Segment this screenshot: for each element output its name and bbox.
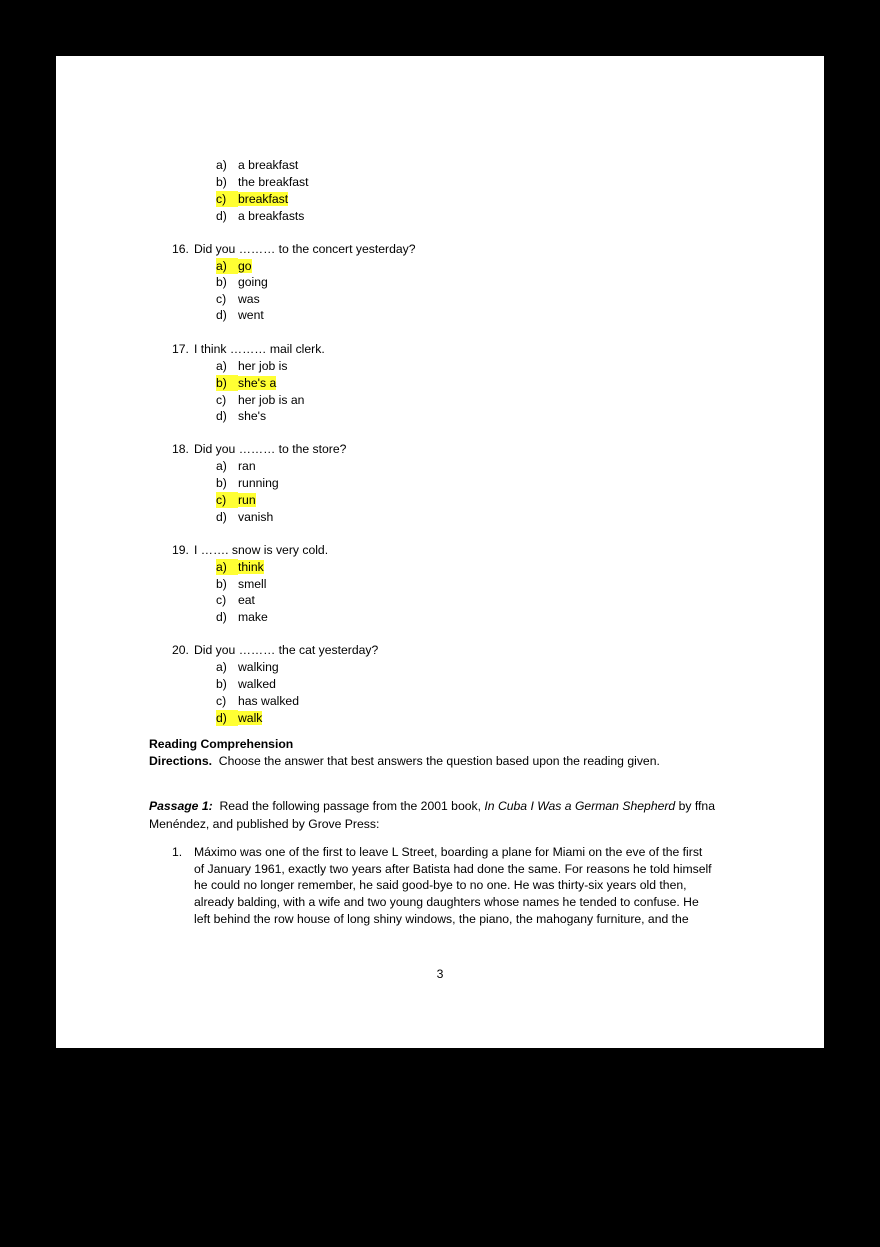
- book-title: In Cuba I Was a German Shepherd: [484, 799, 676, 813]
- option-letter: b): [216, 175, 227, 189]
- passage-line: of January 1961, exactly two years after Batista had done the same. For reasons he told himself: [194, 861, 712, 876]
- option-text: walking: [238, 660, 279, 674]
- question-17: [172, 341, 325, 358]
- option: [216, 358, 287, 374]
- option-letter: b): [216, 476, 227, 490]
- option: [216, 458, 256, 474]
- option-highlighted: [216, 559, 264, 575]
- question-text: Did you ……… to the concert yesterday?: [194, 242, 416, 256]
- passage-item-number: 1.: [172, 845, 183, 859]
- question-text: Did you ……… to the store?: [194, 442, 347, 456]
- passage-line: he could no longer remember, he said good-bye to no one. He was thirty-six years old then,: [194, 878, 687, 893]
- passage-intro-text: by ffna: [678, 799, 715, 813]
- option: [216, 208, 304, 224]
- option-highlighted: [216, 492, 256, 508]
- option-letter: a): [216, 158, 227, 172]
- question-20: [172, 642, 378, 659]
- page-number: 3: [436, 967, 444, 981]
- option-text: went: [238, 308, 264, 322]
- option: [216, 659, 279, 675]
- option: [216, 475, 279, 491]
- option-letter: a): [216, 660, 227, 674]
- question-number: 16.: [172, 242, 189, 256]
- question-number: 18.: [172, 442, 189, 456]
- option-letter: b): [216, 375, 238, 391]
- option-text: go: [238, 259, 252, 273]
- option: [216, 676, 276, 692]
- option-letter: d): [216, 209, 227, 223]
- question-text: I ……. snow is very cold.: [194, 543, 329, 557]
- option: [216, 592, 255, 608]
- directions-label: Directions.: [149, 754, 212, 768]
- passage-line: Máximo was one of the first to leave L Street, boarding a plane for Miami on the eve of the first: [194, 845, 703, 859]
- question-number: 17.: [172, 342, 189, 356]
- option-highlighted: [216, 258, 252, 274]
- option-letter: c): [216, 694, 227, 708]
- option-text: has walked: [238, 694, 299, 708]
- question-text: I think ……… mail clerk.: [194, 342, 325, 356]
- option-text: a breakfast: [238, 158, 299, 172]
- question-text: Did you ……… the cat yesterday?: [194, 643, 379, 657]
- option-letter: a): [216, 459, 227, 473]
- option: [216, 307, 264, 323]
- option-highlighted: [216, 375, 276, 391]
- option-letter: a): [216, 258, 238, 274]
- option-letter: c): [216, 191, 238, 207]
- option: [216, 392, 304, 408]
- document-page: [56, 56, 824, 1048]
- option-text: her job is: [238, 359, 288, 373]
- option-letter: a): [216, 559, 238, 575]
- option-letter: c): [216, 292, 227, 306]
- option-letter: d): [216, 308, 227, 322]
- question-18: [172, 441, 346, 458]
- directions: [149, 753, 660, 770]
- option-text: walk: [238, 711, 263, 725]
- option: [216, 274, 268, 290]
- passage-intro-text: Read the following passage from the 2001 book,: [219, 799, 481, 813]
- option-letter: b): [216, 577, 227, 591]
- question-19: [172, 542, 328, 559]
- option-letter: b): [216, 677, 227, 691]
- option-text: the breakfast: [238, 175, 309, 189]
- option-letter: d): [216, 409, 227, 423]
- option-text: a breakfasts: [238, 209, 305, 223]
- passage-line: already balding, with a wife and two young daughters whose names he tended to confuse. He: [194, 895, 699, 910]
- option-letter: b): [216, 275, 227, 289]
- option-text: was: [238, 292, 260, 306]
- question-number: 19.: [172, 543, 189, 557]
- option-letter: d): [216, 610, 227, 624]
- option-text: ran: [238, 459, 256, 473]
- option-text: her job is an: [238, 393, 305, 407]
- passage-label: Passage 1:: [149, 799, 213, 813]
- option-highlighted: [216, 710, 262, 726]
- option-letter: c): [216, 593, 227, 607]
- passage-intro: [149, 798, 715, 815]
- directions-text: Choose the answer that best answers the question based upon the reading given.: [218, 754, 660, 768]
- section-heading: Reading Comprehension: [149, 737, 294, 751]
- passage-text: [194, 844, 734, 928]
- option-text: make: [238, 610, 268, 624]
- option: [216, 157, 298, 173]
- option-text: she's: [238, 409, 267, 423]
- option: [216, 693, 299, 709]
- option-letter: d): [216, 510, 227, 524]
- option: [216, 408, 266, 424]
- option-letter: c): [216, 393, 227, 407]
- option: [216, 291, 260, 307]
- option: [216, 174, 308, 190]
- option-letter: a): [216, 359, 227, 373]
- option: [216, 509, 273, 525]
- option-letter: d): [216, 710, 238, 726]
- passage-line: left behind the row house of long shiny windows, the piano, the mahogany furniture, and the: [194, 911, 689, 926]
- option-text: breakfast: [238, 192, 289, 206]
- option-text: vanish: [238, 510, 274, 524]
- passage-intro-line2: Menéndez, and published by Grove Press:: [149, 817, 380, 831]
- option: [216, 609, 268, 625]
- option-text: smell: [238, 577, 267, 591]
- option-highlighted: [216, 191, 288, 207]
- option-letter: c): [216, 492, 238, 508]
- option-text: she's a: [238, 376, 277, 390]
- option-text: run: [238, 493, 256, 507]
- option-text: eat: [238, 593, 255, 607]
- option-text: going: [238, 275, 268, 289]
- option: [216, 576, 266, 592]
- question-16: [172, 241, 416, 258]
- question-number: 20.: [172, 643, 189, 657]
- option-text: think: [238, 560, 264, 574]
- option-text: walked: [238, 677, 276, 691]
- option-text: running: [238, 476, 279, 490]
